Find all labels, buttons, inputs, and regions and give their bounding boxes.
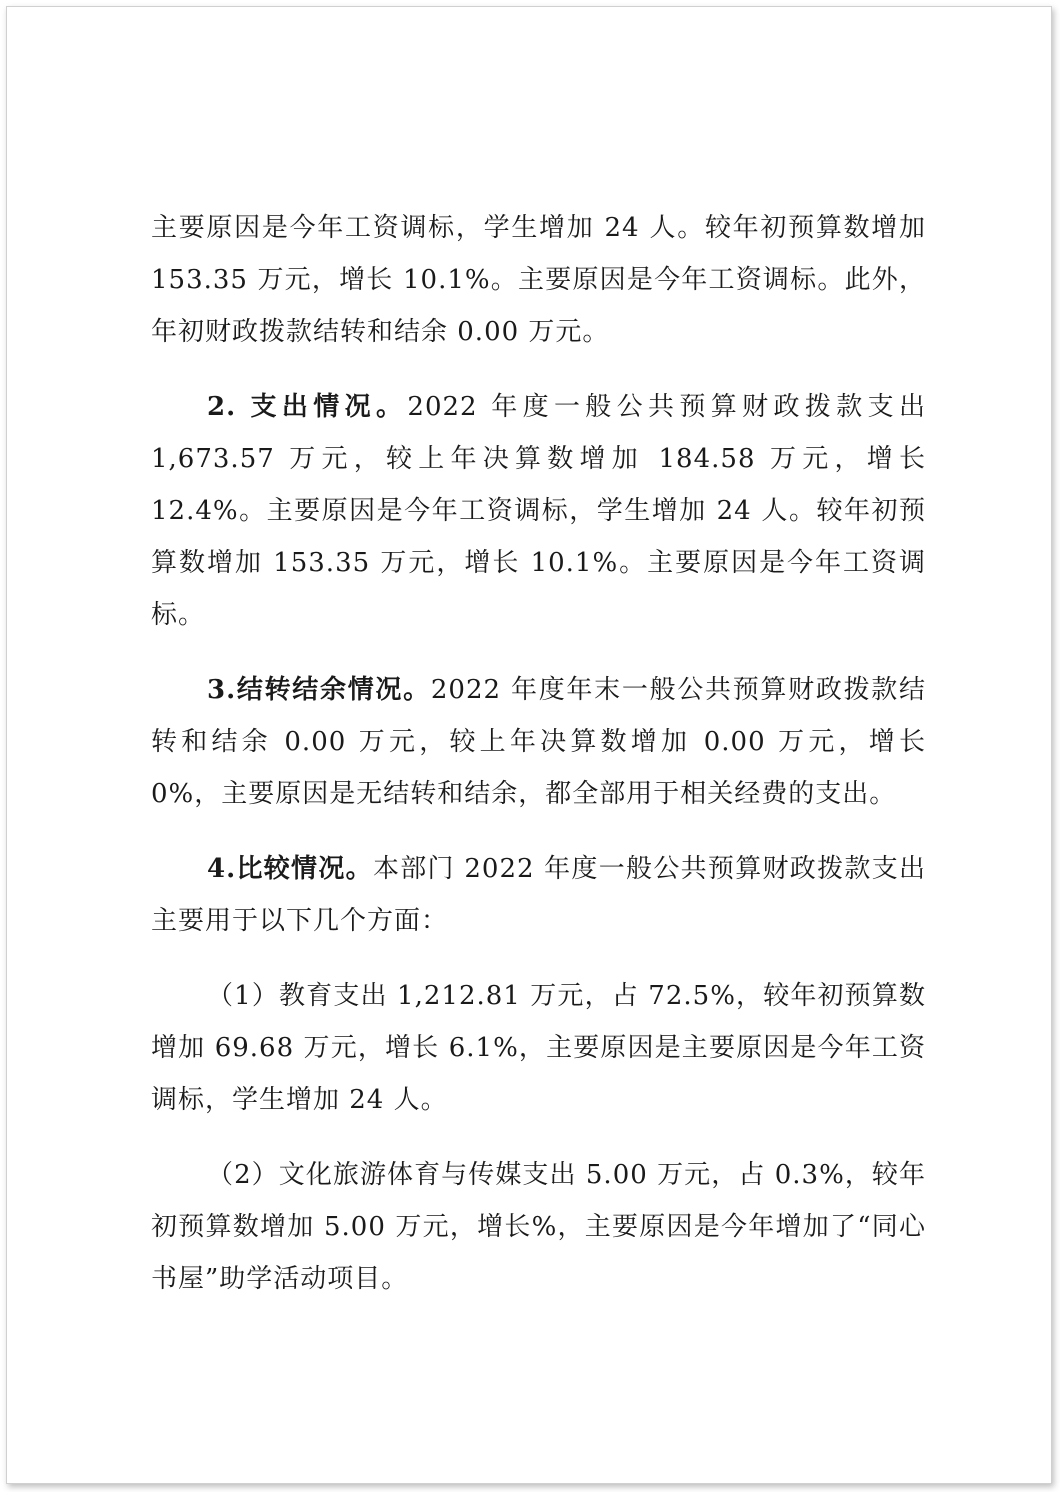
paragraph-text: （2）文化旅游体育与传媒支出 5.00 万元，占 0.3%，较年初预算数增加 5.00 万元，增长%，主要原因是今年增加了“同心书屋”助学活动项目。	[151, 1160, 926, 1294]
paragraph-budget-income-continuation	[151, 202, 926, 358]
paragraph-heading: 3.结转结余情况。	[207, 675, 431, 705]
paragraph-comparison	[151, 843, 926, 947]
paragraph-heading: 2. 支出情况。	[207, 392, 408, 422]
paragraph-text: 本部门 2022 年度一般公共预算财政拨款支出主要用于以下几个方面：	[151, 854, 926, 936]
paragraph-education-expenditure	[151, 970, 926, 1126]
paragraph-expenditure	[151, 381, 926, 641]
paragraph-text: （1）教育支出 1,212.81 万元，占 72.5%，较年初预算数增加 69.68 万元，增长 6.1%，主要原因是主要原因是今年工资调标，学生增加 24 人。	[151, 981, 926, 1115]
paragraph-text: 2022 年度年末一般公共预算财政拨款结转和结余 0.00 万元，较上年决算数增加 0.00 万元，增长 0%，主要原因是无结转和结余，都全部用于相关经费的支出。	[151, 675, 926, 809]
paragraph-text: 2022 年度一般公共预算财政拨款支出 1,673.57 万元，较上年决算数增加 184.58 万元，增长 12.4%。主要原因是今年工资调标，学生增加 24 人。较年初预算数增加 153.35 万元，增长 10.1%。主要原因是今年工资调标。	[151, 392, 926, 630]
paragraph-carryover	[151, 664, 926, 820]
paragraph-heading: 4.比较情况。	[207, 854, 373, 884]
document-body	[151, 202, 926, 1328]
paragraph-culture-expenditure	[151, 1149, 926, 1305]
document-page	[6, 6, 1052, 1484]
paragraph-text: 主要原因是今年工资调标，学生增加 24 人。较年初预算数增加 153.35 万元，增长 10.1%。主要原因是今年工资调标。此外，年初财政拨款结转和结余 0.00 万元。	[151, 213, 926, 347]
